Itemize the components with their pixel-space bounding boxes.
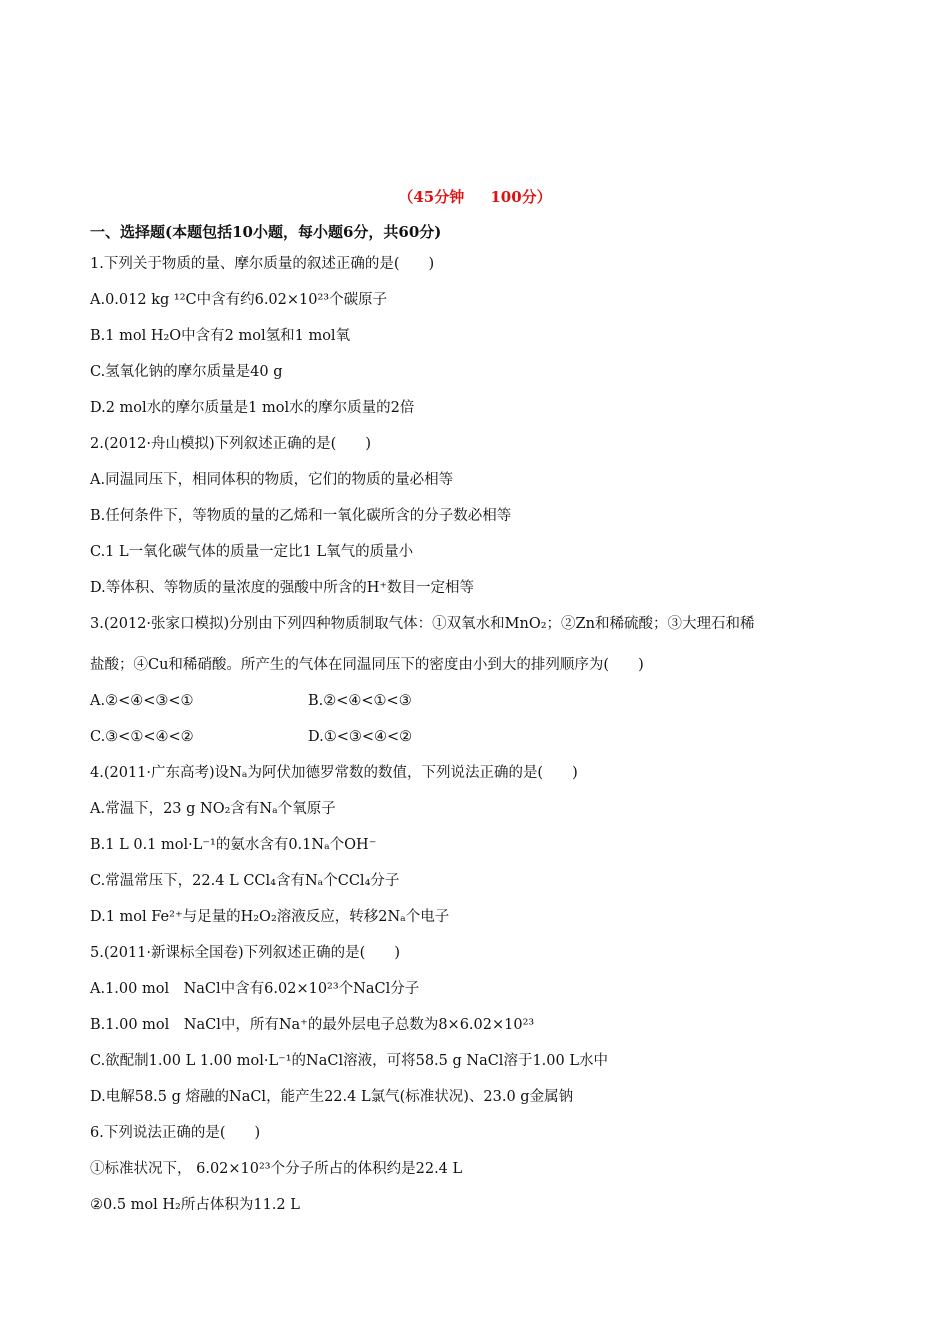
q3-option-a: A.②<④<③<①: [90, 693, 194, 709]
q1-option-c: C.氢氧化钠的摩尔质量是40 g: [90, 364, 283, 380]
q5-stem: 5.(2011·新课标全国卷)下列叙述正确的是( ): [90, 945, 400, 961]
q1-stem: 1.下列关于物质的量、摩尔质量的叙述正确的是( ): [90, 256, 435, 272]
q6-statement-1: ①标准状况下， 6.02×10²³个分子所占的体积约是22.4 L: [90, 1161, 463, 1177]
q4-option-b: B.1 L 0.1 mol·L⁻¹的氨水含有0.1Nₐ个OH⁻: [90, 837, 377, 853]
q2-option-a: A.同温同压下，相同体积的物质，它们的物质的量必相等: [90, 472, 454, 488]
q3-stem-line1: 3.(2012·张家口模拟)分别由下列四种物质制取气体：①双氧水和MnO₂；②Zn和稀硫酸；③大理石和稀: [90, 616, 755, 632]
q4-option-c: C.常温常压下，22.4 L CCl₄含有Nₐ个CCl₄分子: [90, 873, 400, 889]
q1-option-a: A.0.012 kg ¹²C中含有约6.02×10²³个碳原子: [90, 292, 388, 308]
q3-option-b: B.②<④<①<③: [308, 693, 412, 709]
q6-statement-2: ②0.5 mol H₂所占体积为11.2 L: [90, 1197, 300, 1213]
q1-option-b: B.1 mol H₂O中含有2 mol氢和1 mol氧: [90, 328, 351, 344]
q3-options-row2: [90, 727, 850, 747]
q2-stem: 2.(2012·舟山模拟)下列叙述正确的是( ): [90, 436, 371, 452]
q1-option-d: D.2 mol水的摩尔质量是1 mol水的摩尔质量的2倍: [90, 400, 415, 416]
q4-option-a: A.常温下，23 g NO₂含有Nₐ个氧原子: [90, 801, 336, 817]
q2-option-c: C.1 L一氧化碳气体的质量一定比1 L氧气的质量小: [90, 544, 414, 560]
q5-option-b: B.1.00 mol NaCl中，所有Na⁺的最外层电子总数为8×6.02×10²³: [90, 1017, 535, 1033]
q4-option-d: D.1 mol Fe²⁺与足量的H₂O₂溶液反应，转移2Nₐ个电子: [90, 909, 450, 925]
q3-option-c: C.③<①<④<②: [90, 729, 194, 745]
q3-stem-line2: 盐酸；④Cu和稀硝酸。所产生的气体在同温同压下的密度由小到大的排列顺序为( ): [90, 657, 644, 673]
q3-options-row1: [90, 691, 850, 711]
q5-option-a: A.1.00 mol NaCl中含有6.02×10²³个NaCl分子: [90, 981, 420, 997]
q5-option-d: D.电解58.5 g 熔融的NaCl，能产生22.4 L氯气(标准状况)、23.0 g金属钠: [90, 1089, 574, 1105]
q6-stem: 6.下列说法正确的是( ): [90, 1125, 261, 1141]
q2-option-b: B.任何条件下，等物质的量的乙烯和一氧化碳所含的分子数必相等: [90, 508, 512, 524]
time-score-header: （45分钟 100分）: [398, 188, 552, 206]
q4-stem: 4.(2011·广东高考)设Nₐ为阿伏加德罗常数的数值，下列说法正确的是( ): [90, 765, 578, 781]
q2-option-d: D.等体积、等物质的量浓度的强酸中所含的H⁺数目一定相等: [90, 580, 475, 596]
q3-option-d: D.①<③<④<②: [308, 729, 413, 745]
q5-option-c: C.欲配制1.00 L 1.00 mol·L⁻¹的NaCl溶液，可将58.5 g NaCl溶于1.00 L水中: [90, 1053, 608, 1069]
section-title: 一、选择题(本题包括10小题，每小题6分，共60分): [90, 223, 442, 241]
